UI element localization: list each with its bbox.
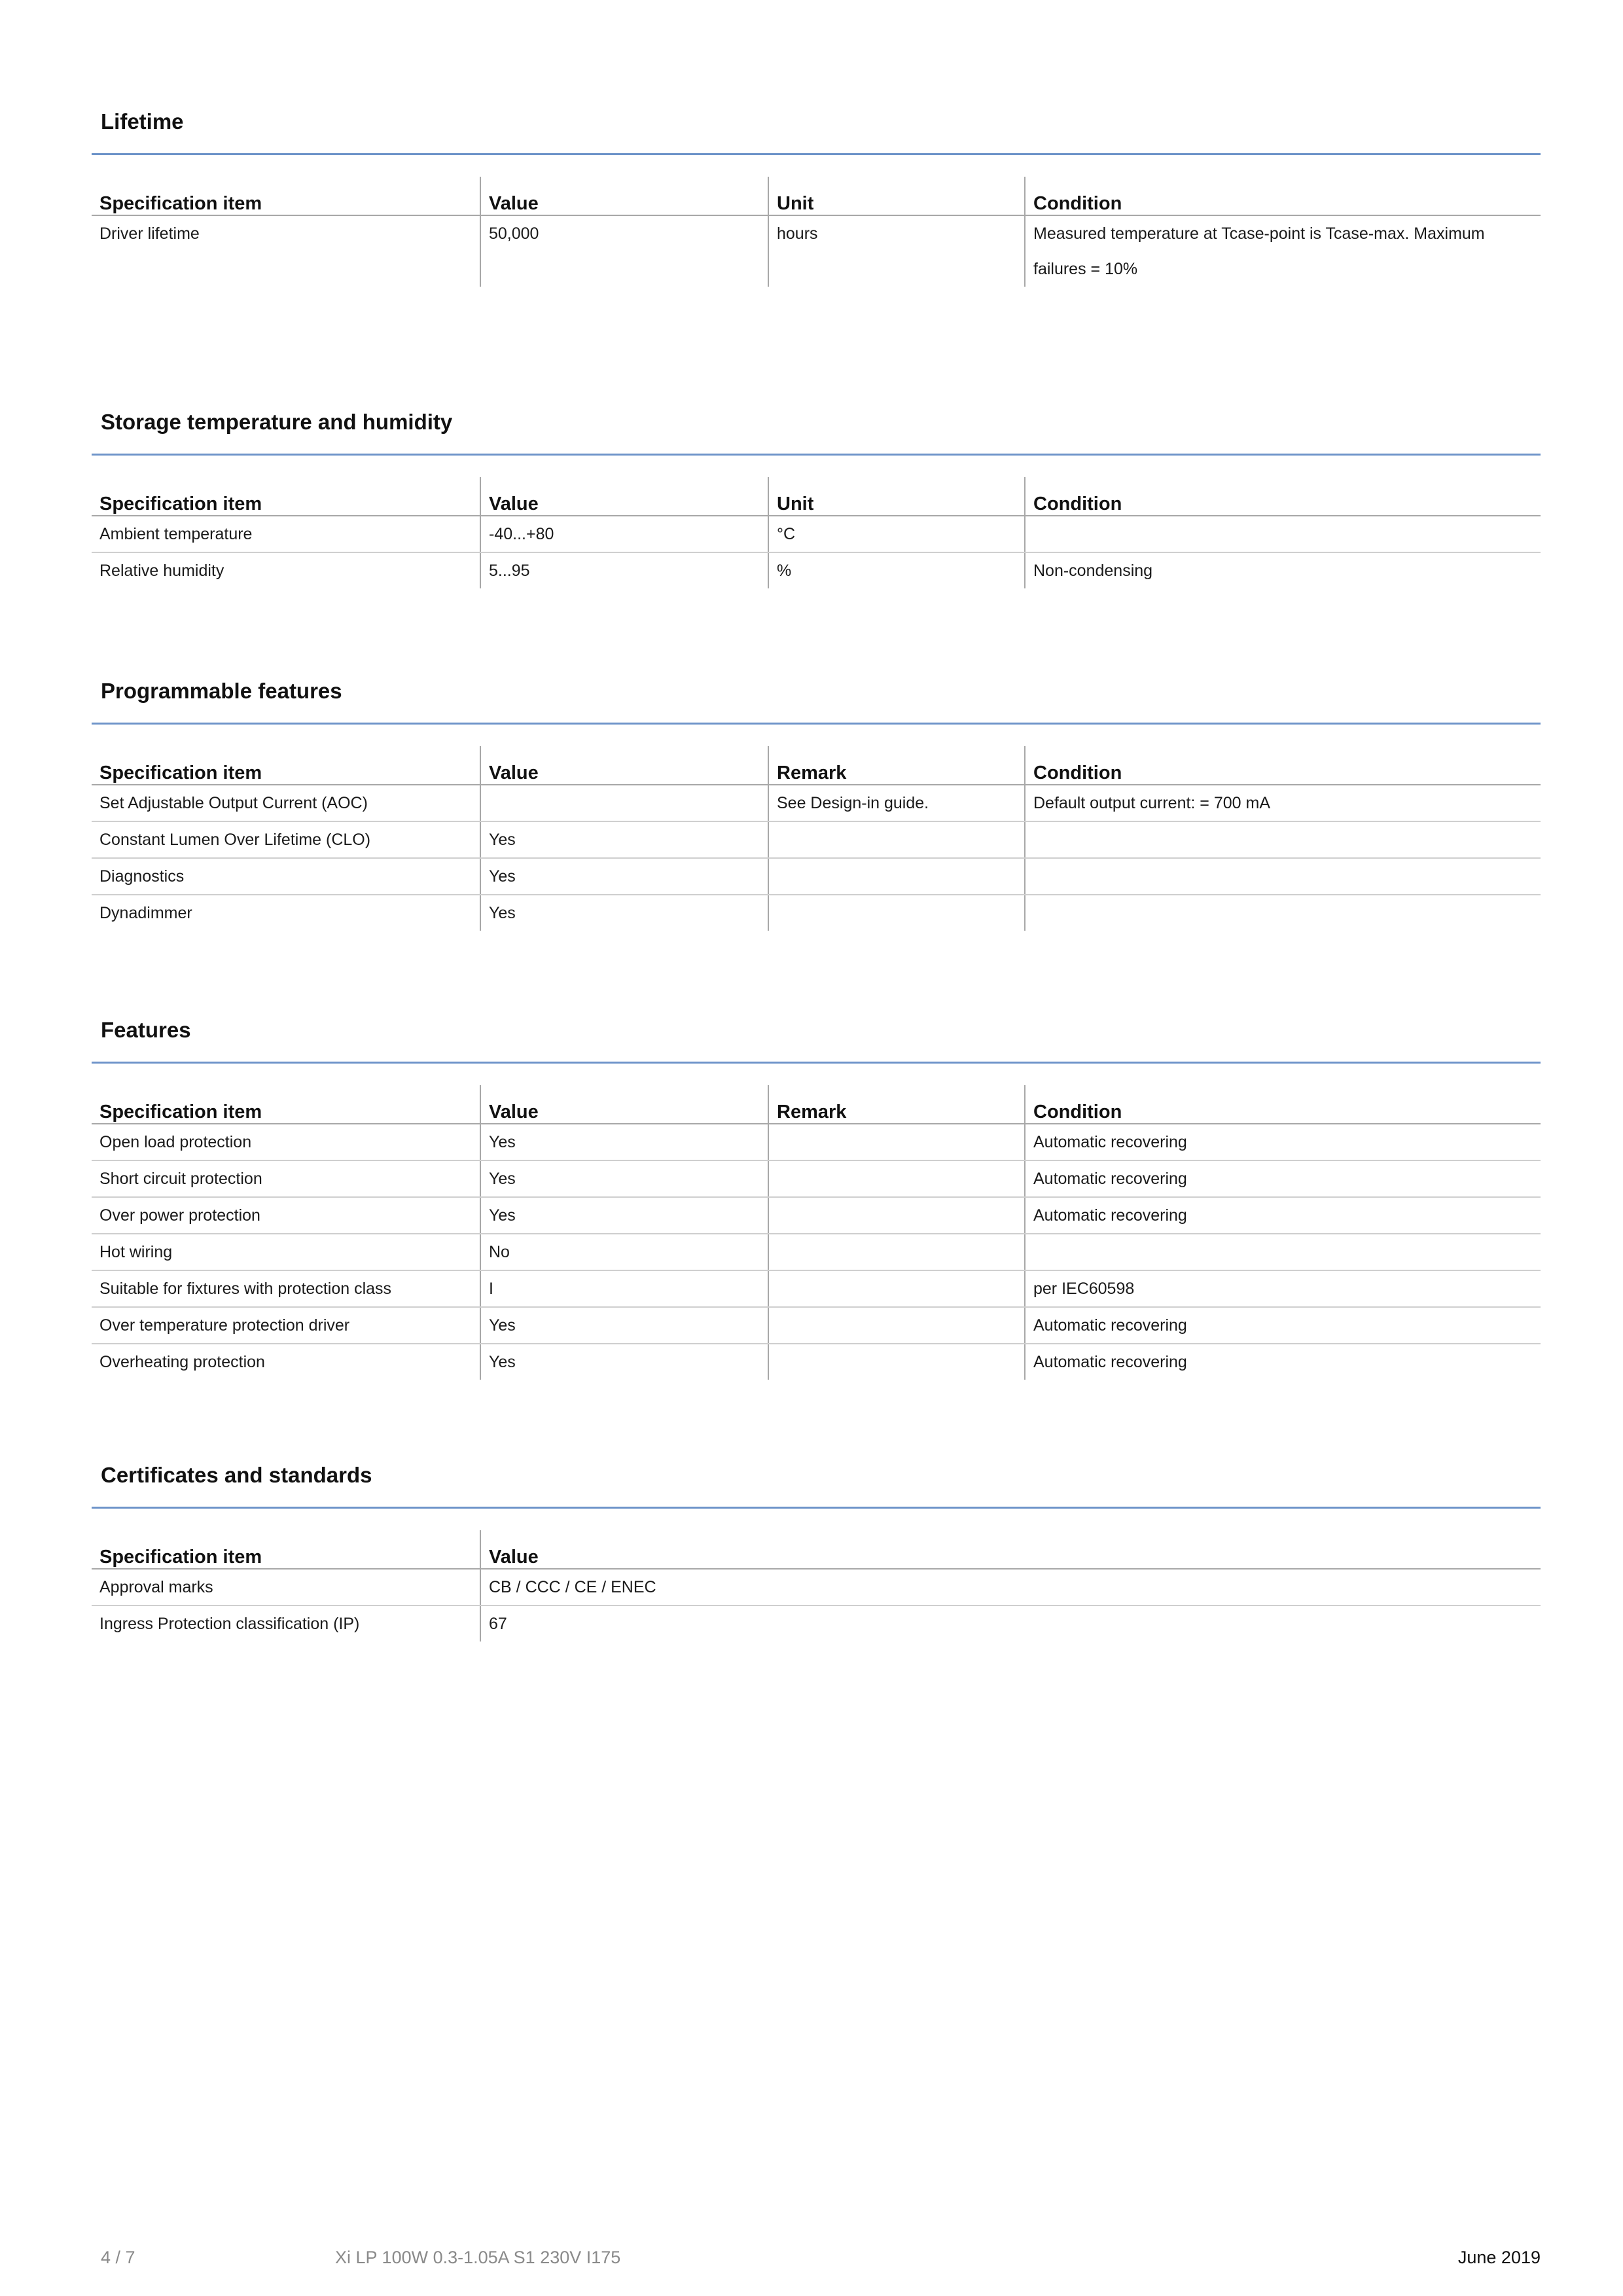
table-header-row — [92, 1085, 1541, 1124]
section-title: Programmable features — [101, 679, 342, 703]
publication-date: June 2019 — [1457, 2248, 1541, 2267]
column-header: Specification item — [92, 477, 480, 516]
table-cell: Automatic recovering — [1025, 1124, 1541, 1160]
column-header: Remark — [768, 1085, 1025, 1124]
column-header: Condition — [1025, 177, 1541, 215]
section-title: Features — [101, 1018, 191, 1042]
spec-table — [92, 1530, 1541, 1641]
table-cell: Automatic recovering — [1025, 1160, 1541, 1197]
table-row — [92, 215, 1541, 287]
table-cell: -40...+80 — [480, 516, 768, 552]
table-cell — [768, 1307, 1025, 1344]
table-cell: Over power protection — [92, 1197, 480, 1234]
column-header: Unit — [768, 177, 1025, 215]
column-header: Specification item — [92, 746, 480, 785]
spec-table — [92, 177, 1541, 287]
section-title: Certificates and standards — [101, 1463, 372, 1487]
table-cell — [1025, 516, 1541, 552]
table-cell: 50,000 — [480, 215, 768, 287]
column-header: Value — [480, 1530, 1541, 1569]
table-row — [92, 1160, 1541, 1197]
table-cell — [768, 1124, 1025, 1160]
table-cell — [768, 858, 1025, 895]
table-cell: I — [480, 1270, 768, 1307]
column-header: Condition — [1025, 1085, 1541, 1124]
table-cell: hours — [768, 215, 1025, 287]
table-cell: Ambient temperature — [92, 516, 480, 552]
table-cell: Diagnostics — [92, 858, 480, 895]
column-header: Specification item — [92, 177, 480, 215]
table-row — [92, 785, 1541, 821]
table-header-row — [92, 177, 1541, 215]
table-cell: Yes — [480, 821, 768, 858]
table-cell: See Design-in guide. — [768, 785, 1025, 821]
table-row — [92, 1124, 1541, 1160]
table-cell: % — [768, 552, 1025, 588]
section-title: Storage temperature and humidity — [101, 410, 453, 434]
table-cell: Automatic recovering — [1025, 1344, 1541, 1380]
table-cell: Ingress Protection classification (IP) — [99, 1615, 360, 1633]
table-cell: Relative humidity — [99, 562, 224, 580]
page-number: 4 / 7 — [101, 2248, 135, 2267]
section-divider — [92, 1507, 1541, 1509]
table-cell: Set Adjustable Output Current (AOC) — [92, 785, 480, 821]
table-header-row — [92, 1530, 1541, 1569]
table-cell — [768, 1270, 1025, 1307]
table-cell — [768, 895, 1025, 931]
product-name: Xi LP 100W 0.3-1.05A S1 230V I175 — [335, 2248, 621, 2267]
table-cell: Hot wiring — [92, 1234, 480, 1270]
table-cell: Dynadimmer — [99, 904, 192, 922]
table-cell: Default output current: = 700 mA — [1025, 785, 1541, 821]
table-cell: Automatic recovering — [1025, 1197, 1541, 1234]
table-row — [92, 821, 1541, 858]
table-cell: Yes — [480, 1344, 768, 1380]
spec-table — [92, 477, 1541, 588]
table-cell: Yes — [480, 1197, 768, 1234]
table-cell — [1025, 895, 1541, 931]
table-cell: Yes — [480, 1124, 768, 1160]
column-header: Unit — [768, 477, 1025, 516]
table-row — [92, 1344, 1541, 1380]
table-cell — [768, 821, 1025, 858]
table-header-row — [92, 477, 1541, 516]
table-row — [92, 552, 1541, 588]
section-divider — [92, 153, 1541, 155]
table-header-row — [92, 746, 1541, 785]
table-cell: Short circuit protection — [92, 1160, 480, 1197]
table-cell: °C — [768, 516, 1025, 552]
table-cell: Over temperature protection driver — [92, 1307, 480, 1344]
table-cell — [768, 1344, 1025, 1380]
column-header: Remark — [768, 746, 1025, 785]
table-cell — [480, 785, 768, 821]
table-cell: per IEC60598 — [1025, 1270, 1541, 1307]
table-cell: Yes — [480, 858, 768, 895]
table-cell — [1025, 821, 1541, 858]
table-cell: Suitable for fixtures with protection class — [92, 1270, 480, 1307]
column-header: Specification item — [92, 1530, 480, 1569]
table-row — [92, 1569, 1541, 1605]
table-cell: Overheating protection — [99, 1353, 265, 1371]
table-cell — [768, 1160, 1025, 1197]
table-cell — [1025, 858, 1541, 895]
table-row — [92, 1605, 1541, 1641]
section-divider — [92, 723, 1541, 725]
spec-table — [92, 746, 1541, 931]
table-row — [92, 858, 1541, 895]
table-cell: No — [480, 1234, 768, 1270]
spec-table — [92, 1085, 1541, 1380]
table-cell — [768, 1197, 1025, 1234]
table-cell: Approval marks — [92, 1569, 480, 1605]
column-header: Condition — [1025, 477, 1541, 516]
table-cell: 5...95 — [480, 552, 768, 588]
table-cell — [768, 1234, 1025, 1270]
table-cell: Automatic recovering — [1025, 1307, 1541, 1344]
column-header: Value — [480, 477, 768, 516]
column-header: Condition — [1025, 746, 1541, 785]
table-cell: Driver lifetime — [99, 224, 200, 243]
table-cell: Measured temperature at Tcase-point is Tcase-max. Maximum failures = 10% — [1025, 215, 1541, 287]
table-row — [92, 516, 1541, 552]
section-title: Lifetime — [101, 109, 184, 134]
table-cell — [1025, 1234, 1541, 1270]
section-divider — [92, 454, 1541, 456]
table-cell: Open load protection — [92, 1124, 480, 1160]
table-cell: Non-condensing — [1025, 552, 1541, 588]
table-row — [92, 1270, 1541, 1307]
column-header: Value — [480, 177, 768, 215]
table-row — [92, 895, 1541, 931]
column-header: Specification item — [92, 1085, 480, 1124]
table-cell: CB / CCC / CE / ENEC — [480, 1569, 1541, 1605]
table-cell: Yes — [480, 1307, 768, 1344]
section-divider — [92, 1062, 1541, 1064]
table-cell: Yes — [480, 1160, 768, 1197]
table-cell: Yes — [480, 895, 768, 931]
table-row — [92, 1307, 1541, 1344]
table-cell: Constant Lumen Over Lifetime (CLO) — [92, 821, 480, 858]
column-header: Value — [480, 746, 768, 785]
column-header: Value — [480, 1085, 768, 1124]
table-row — [92, 1234, 1541, 1270]
table-cell: 67 — [480, 1605, 1541, 1641]
table-row — [92, 1197, 1541, 1234]
